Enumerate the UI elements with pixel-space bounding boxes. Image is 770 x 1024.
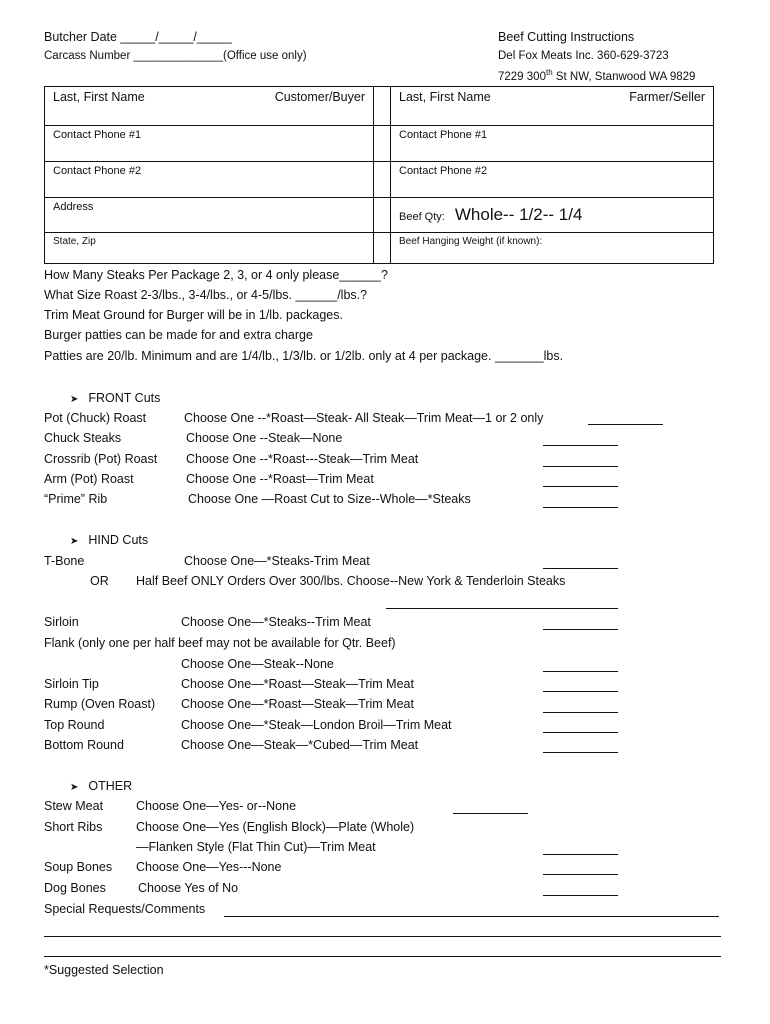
dog-bones-name: Dog Bones [44, 881, 106, 895]
hind-cut-answer-line[interactable] [543, 691, 618, 692]
carcass-number: Carcass Number ______________(Office use only) [44, 50, 307, 62]
customer-phone1-cell[interactable]: Contact Phone #1 [45, 126, 374, 162]
customer-phone2-cell[interactable]: Contact Phone #2 [45, 162, 374, 198]
soup-bones-choice: Choose One—Yes---None [136, 860, 282, 874]
short-ribs-choice: Choose One—Yes (English Block)—Plate (Whole) [136, 820, 415, 834]
stew-meat-choice: Choose One—Yes- or--None [136, 799, 297, 813]
beef-qty-cell[interactable]: Beef Qty: Whole-- 1/2-- 1/4 [391, 198, 714, 233]
sirloin-answer-line[interactable] [543, 629, 618, 630]
short-ribs-name: Short Ribs [44, 820, 103, 834]
hind-cut-choice: Choose One—*Roast—Steak—Trim Meat [181, 677, 414, 691]
comments-line[interactable] [44, 936, 721, 937]
comments-line[interactable] [44, 956, 721, 957]
burger-patties-note: Burger patties can be made for and extra charge [44, 328, 313, 342]
front-cut-choice: Choose One --*Roast---Steak—Trim Meat [186, 452, 419, 466]
front-cut-answer-line[interactable] [543, 466, 618, 467]
short-ribs-choice-cont: —Flanken Style (Flat Thin Cut)—Trim Meat [136, 840, 376, 854]
short-ribs-answer-line[interactable] [543, 854, 618, 855]
tbone-answer-line[interactable] [543, 568, 618, 569]
steaks-per-package-question: How Many Steaks Per Package 2, 3, or 4 only please______? [44, 268, 388, 282]
hind-cut-answer-line[interactable] [543, 752, 618, 753]
front-cut-name: Crossrib (Pot) Roast [44, 452, 158, 466]
company-address: 7229 300th St NW, Stanwood WA 9829 [498, 68, 696, 83]
front-cut-name: Chuck Steaks [44, 431, 122, 445]
front-cut-answer-line[interactable] [543, 445, 618, 446]
front-cut-name: Pot (Chuck) Roast [44, 411, 147, 425]
trim-meat-note: Trim Meat Ground for Burger will be in 1/lb. packages. [44, 308, 343, 322]
suggested-selection-footnote: *Suggested Selection [44, 963, 164, 977]
customer-farmer-table [44, 86, 714, 264]
soup-bones-name: Soup Bones [44, 860, 113, 874]
customer-name-cell[interactable]: Last, First Name Customer/Buyer [45, 87, 374, 126]
hind-cut-choice: Choose One—*Roast—Steak—Trim Meat [181, 697, 414, 711]
stew-meat-answer-line[interactable] [453, 813, 528, 814]
arrow-bullet-icon: ➤ [70, 536, 79, 547]
stew-meat-name: Stew Meat [44, 799, 104, 813]
front-cut-answer-line[interactable] [543, 507, 618, 508]
customer-state-zip-cell[interactable]: State, Zip [45, 233, 374, 264]
tbone-choice: Choose One—*Steaks-Trim Meat [184, 554, 370, 568]
patties-question: Patties are 20/lb. Minimum and are 1/4/lb., 1/3/lb. or 1/2lb. only at 4 per package. _______lbs. [44, 349, 564, 363]
or-label: OR [90, 574, 109, 588]
half-beef-answer-line[interactable] [386, 608, 618, 609]
hind-cut-choice: Choose One—*Steak—London Broil—Trim Meat [181, 718, 452, 732]
hind-cut-name: Rump (Oven Roast) [44, 697, 156, 711]
special-requests-label: Special Requests/Comments [44, 902, 206, 916]
farmer-phone2-cell[interactable]: Contact Phone #2 [391, 162, 714, 198]
hanging-weight-cell[interactable]: Beef Hanging Weight (if known): [391, 233, 714, 264]
hind-cut-answer-line[interactable] [543, 712, 618, 713]
front-cut-name: Arm (Pot) Roast [44, 472, 134, 486]
sirloin-choice: Choose One—*Steaks--Trim Meat [181, 615, 371, 629]
customer-address-cell[interactable]: Address [45, 198, 374, 233]
tbone-name: T-Bone [44, 554, 85, 568]
butcher-date: Butcher Date _____/_____/_____ [44, 30, 232, 44]
farmer-name-cell[interactable]: Last, First Name Farmer/Seller [391, 87, 714, 126]
hind-cut-name: Bottom Round [44, 738, 124, 752]
front-cut-choice: Choose One --*Roast—Trim Meat [186, 472, 374, 486]
half-beef-note: Half Beef ONLY Orders Over 300/lbs. Choose--New York & Tenderloin Steaks [136, 574, 566, 588]
sirloin-name: Sirloin [44, 615, 79, 629]
front-cut-answer-line[interactable] [543, 486, 618, 487]
hind-cut-answer-line[interactable] [543, 732, 618, 733]
other-heading: ➤ OTHER [70, 779, 133, 793]
front-cut-choice: Choose One --Steak—None [186, 431, 343, 445]
special-requests-line[interactable] [224, 916, 719, 917]
page-title: Beef Cutting Instructions [498, 30, 635, 44]
company-info: Del Fox Meats Inc. 360-629-3723 [498, 50, 669, 62]
front-cut-choice: Choose One —Roast Cut to Size--Whole—*Steaks [188, 492, 471, 506]
front-cut-answer-line[interactable] [588, 424, 663, 425]
flank-choice: Choose One—Steak--None [181, 657, 334, 671]
hind-cut-name: Top Round [44, 718, 105, 732]
hind-cut-choice: Choose One—Steak—*Cubed—Trim Meat [181, 738, 419, 752]
front-cuts-heading: ➤ FRONT Cuts [70, 391, 161, 405]
roast-size-question: What Size Roast 2-3/lbs., 3-4/lbs., or 4-5/lbs. ______/lbs.? [44, 288, 368, 302]
dog-bones-choice: Choose Yes of No [138, 881, 239, 895]
farmer-phone1-cell[interactable]: Contact Phone #1 [391, 126, 714, 162]
flank-note: Flank (only one per half beef may not be available for Qtr. Beef) [44, 636, 396, 650]
front-cut-name: “Prime” Rib [44, 492, 108, 506]
flank-answer-line[interactable] [543, 671, 618, 672]
arrow-bullet-icon: ➤ [70, 394, 79, 405]
dog-bones-answer-line[interactable] [543, 895, 618, 896]
hind-cuts-heading: ➤ HIND Cuts [70, 533, 149, 547]
soup-bones-answer-line[interactable] [543, 874, 618, 875]
hind-cut-name: Sirloin Tip [44, 677, 99, 691]
arrow-bullet-icon: ➤ [70, 782, 79, 793]
front-cut-choice: Choose One --*Roast—Steak- All Steak—Trim Meat—1 or 2 only [184, 411, 544, 425]
